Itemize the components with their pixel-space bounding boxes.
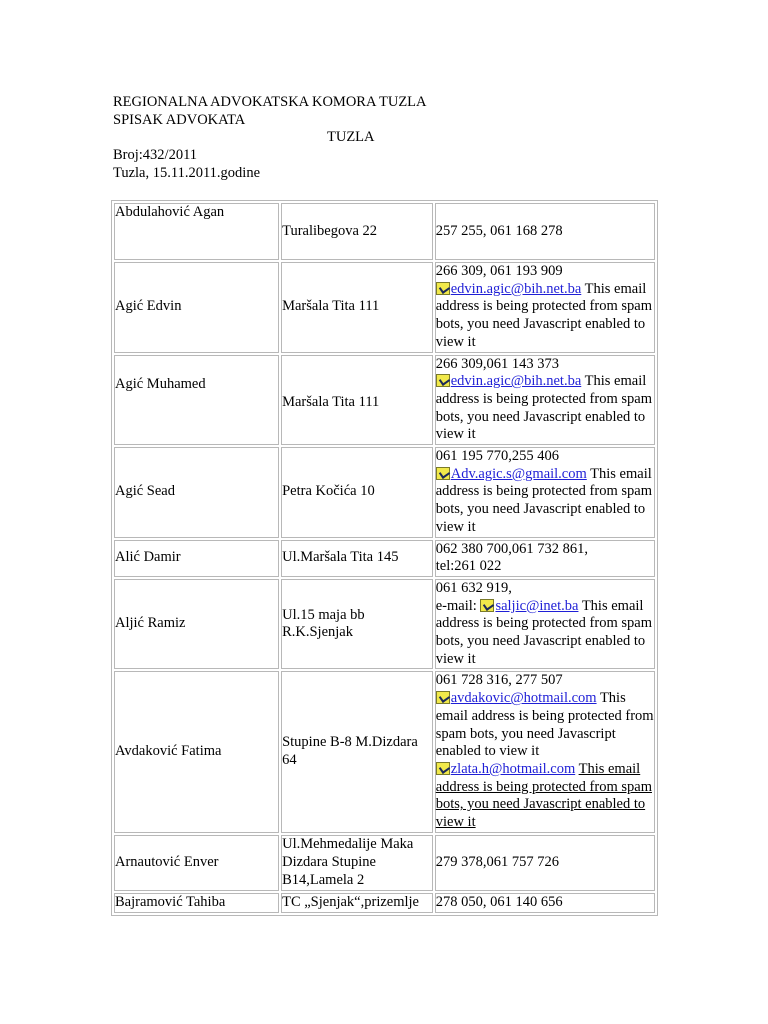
phone-cell: 257 255, 061 168 278 [435,203,655,260]
address-cell: Petra Kočića 10 [281,447,433,538]
table-row [114,579,655,670]
name-cell: Aljić Ramiz [114,579,279,670]
table-row [114,893,655,913]
email-link-secondary[interactable]: zlata.h@hotmail.com [450,760,576,777]
address-cell: Turalibegova 22 [281,203,433,260]
document-date: Tuzla, 15.11.2011.godine [113,164,261,181]
address-cell: Ul.15 maja bb R.K.Sjenjak [281,579,433,670]
table-row [114,355,655,446]
list-title: SPISAK ADVOKATA [113,111,246,128]
table-row [114,203,655,260]
address-cell: Ul.Mehmedalije Maka Dizdara Stupine B14,Lamela 2 [281,835,433,891]
name-cell: Avdaković Fatima [114,671,279,832]
email-protect-icon [480,599,494,612]
email-link[interactable]: saljic@inet.ba [495,597,579,614]
contact-cell: 061 728 316, 277 507 avdakovic@hotmail.com This email address is being protected from spam bots, you need Javascript enabled to view it zlata.h@hotmail.com This email address is being protected from spam bots, you need Javascript enabled to view it [435,671,655,832]
email-protect-icon [436,467,450,480]
address-cell: Maršala Tita 111 [281,262,433,353]
address-cell: Maršala Tita 111 [281,355,433,446]
email-link[interactable]: edvin.agic@bih.net.ba [450,373,582,390]
name-cell: Agić Sead [114,447,279,538]
protect-note: This email address is being protected from spam bots, you need Javascript enabled to view it [435,373,652,443]
name-cell: Agić Edvin [114,262,279,353]
city-title: TUZLA [327,129,375,146]
protect-note: This email address is being protected from spam bots, you need Javascript enabled to view it [435,280,652,350]
table-row [114,262,655,353]
protect-note: This email address is being protected from spam bots, you need Javascript enabled to view it [435,597,652,667]
email-protect-icon [436,282,450,295]
address-cell: Stupine B-8 M.Dizdara 64 [281,671,433,832]
email-protect-icon [436,762,450,775]
table-row [114,835,655,891]
org-title: REGIONALNA ADVOKATSKA KOMORA TUZLA [113,94,427,110]
address-cell: Ul.Maršala Tita 145 [281,540,433,577]
email-protect-icon [436,374,450,387]
document-number: Broj:432/2011 [113,147,198,164]
email-link[interactable]: edvin.agic@bih.net.ba [450,280,582,297]
table-row [114,671,655,832]
protect-note: This email address is being protected from spam bots, you need Javascript enabled to view it [435,465,652,535]
document-header [113,94,427,183]
phone-cell: 062 380 700,061 732 861, tel:261 022 [435,540,655,577]
contact-cell: 266 309, 061 193 909 edvin.agic@bih.net.ba This email address is being protected from spam bots, you need Javascript enabled to view it [435,262,655,353]
email-protect-icon [436,691,450,704]
email-link[interactable]: avdakovic@hotmail.com [450,690,597,707]
phone-cell: 279 378,061 757 726 [435,835,655,891]
name-cell: Arnautović Enver [114,835,279,891]
contact-cell: 061 195 770,255 406 Adv.agic.s@gmail.com This email address is being protected from spam bots, you need Javascript enabled to view it [435,447,655,538]
email-link[interactable]: Adv.agic.s@gmail.com [450,465,587,482]
table-row [114,447,655,538]
lawyers-table [111,200,658,916]
name-cell: Bajramović Tahiba [114,893,279,913]
name-cell: Abdulahović Agan [114,203,279,260]
phone-cell: 278 050, 061 140 656 [435,893,655,913]
table-row [114,540,655,577]
address-cell: TC „Sjenjak“,prizemlje [281,893,433,913]
contact-cell: 061 632 919, e-mail: saljic@inet.ba This email address is being protected from spam bots, you need Javascript enabled to view it [435,579,655,670]
name-cell: Agić Muhamed [114,355,279,446]
protect-note: This email address is being protected from spam bots, you need Javascript enabled to view it [435,760,652,831]
contact-cell: 266 309,061 143 373 edvin.agic@bih.net.ba This email address is being protected from spam bots, you need Javascript enabled to view it [435,355,655,446]
name-cell: Alić Damir [114,540,279,577]
protect-note: This email address is being protected from spam bots, you need Javascript enabled to view it [435,690,654,760]
